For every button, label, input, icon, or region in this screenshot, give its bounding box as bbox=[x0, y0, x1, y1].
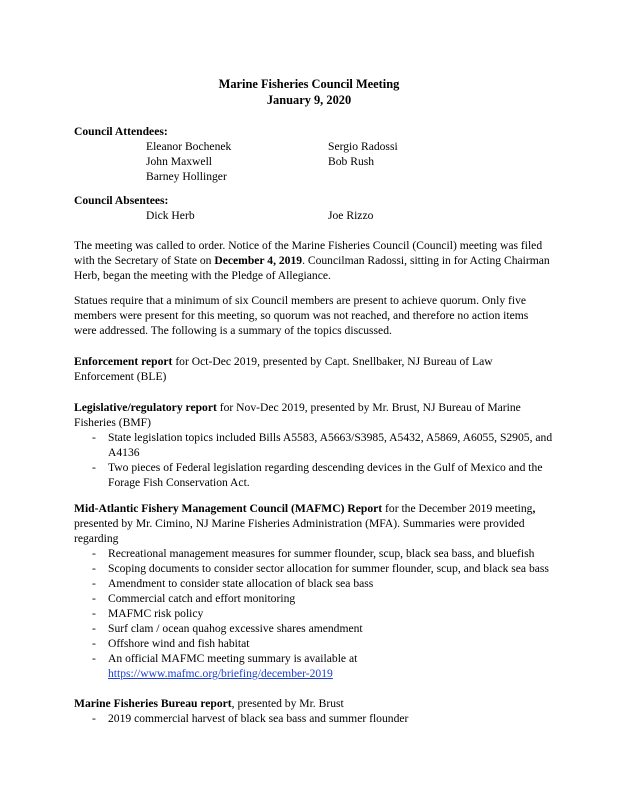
absentee-name: Dick Herb bbox=[146, 209, 195, 222]
page-title: Marine Fisheries Council Meeting bbox=[218, 77, 400, 91]
attendee-name: Sergio Radossi bbox=[328, 140, 398, 153]
quorum-paragraph: Statues require that a minimum of six Council members are present to achieve quorum. Only five members were present for this meeting, so quorum was not reached, and therefore no action items were addressed. The following is a summary of the topics discussed. bbox=[74, 294, 529, 337]
attendees-heading: Council Attendees: bbox=[74, 125, 168, 138]
bureau-report: Marine Fisheries Bureau report, presented by Mr. Brust bbox=[74, 697, 344, 710]
list-item: - MAFMC risk policy bbox=[74, 606, 554, 621]
opening-paragraph: The meeting was called to order. Notice of the Marine Fisheries Council (Council) meeting was filed with the Secretary of State on December 4, 2019. Councilman Radossi, sitting in for Acting Chairman Herb, began the meeting with the Pledge of Allegiance. bbox=[74, 239, 550, 282]
meeting-date: January 9, 2020 bbox=[266, 93, 352, 107]
list-item: - Two pieces of Federal legislation regarding descending devices in the Gulf of Mexico and the Forage Fish Conservation Act. bbox=[74, 460, 554, 490]
bureau-items bbox=[74, 711, 554, 726]
attendee-name: John Maxwell bbox=[146, 155, 213, 168]
attendee-name: Bob Rush bbox=[328, 155, 375, 168]
legislative-report: Legislative/regulatory report for Nov-Dec 2019, presented by Mr. Brust, NJ Bureau of Marine Fisheries (BMF) bbox=[74, 401, 521, 429]
list-item: - Recreational management measures for summer flounder, scup, black sea bass, and bluefish bbox=[74, 546, 554, 561]
list-item: - Offshore wind and fish habitat bbox=[74, 636, 554, 651]
list-item: - Commercial catch and effort monitoring bbox=[74, 591, 554, 606]
list-item: - 2019 commercial harvest of black sea bass and summer flounder bbox=[74, 711, 554, 726]
enforcement-report: Enforcement report for Oct-Dec 2019, presented by Capt. Snellbaker, NJ Bureau of Law Enforcement (BLE) bbox=[74, 355, 493, 383]
absentee-name: Joe Rizzo bbox=[328, 209, 374, 222]
legislative-items bbox=[74, 430, 554, 490]
list-item: - State legislation topics included Bills A5583, A5663/S3985, A5432, A5869, A6055, S2905, and A4136 bbox=[74, 430, 554, 460]
list-item: - Amendment to consider state allocation of black sea bass bbox=[74, 576, 554, 591]
attendee-name: Eleanor Bochenek bbox=[146, 140, 232, 153]
attendee-name: Barney Hollinger bbox=[146, 170, 227, 183]
absentees-heading: Council Absentees: bbox=[74, 194, 169, 207]
mafmc-items bbox=[74, 546, 554, 681]
list-item: - Surf clam / ocean quahog excessive shares amendment bbox=[74, 621, 554, 636]
filing-date: December 4, 2019 bbox=[214, 254, 303, 267]
mafmc-report: Mid-Atlantic Fishery Management Council (MAFMC) Report for the December 2019 meeting, presented by Mr. Cimino, NJ Marine Fisheries Administration (MFA). Summaries were provided regarding bbox=[74, 502, 536, 545]
list-item: - Scoping documents to consider sector allocation for summer flounder, scup, and black sea bass bbox=[74, 561, 554, 576]
list-item: - An official MAFMC meeting summary is available at https://www.mafmc.org/briefing/december-2019 bbox=[74, 651, 554, 681]
mafmc-summary-link[interactable]: https://www.mafmc.org/briefing/december-2019 bbox=[108, 667, 333, 680]
